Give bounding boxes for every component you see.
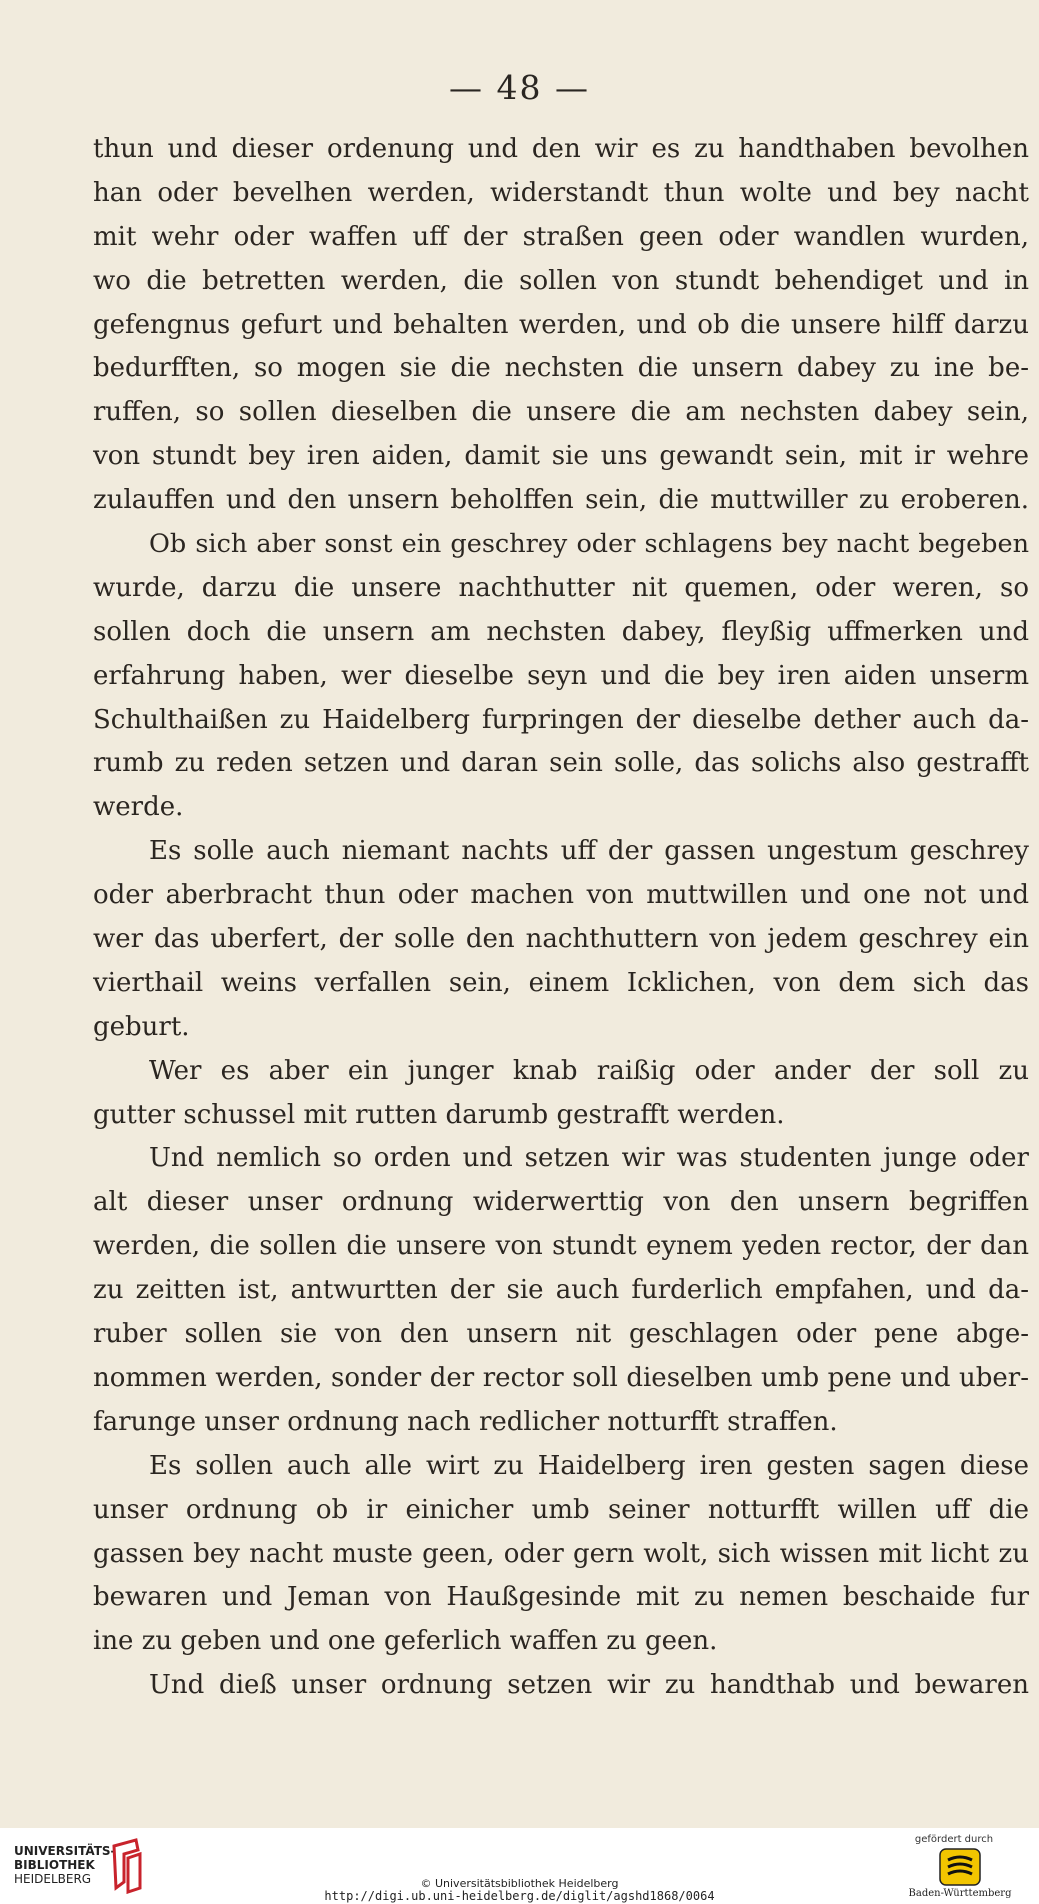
- text-line: Ob sich aber sonst ein geschrey oder schlagens bey nacht begeben: [149, 529, 1029, 560]
- text-line: unser ordnung ob ir einicher umb seiner notturfft willen uff die: [93, 1494, 1029, 1525]
- page-number: — 48 —: [449, 68, 590, 107]
- library-name-line: UNIVERSITÄTS-: [14, 1844, 116, 1858]
- text-line: farunge unser ordnung nach redlicher notturfft straffen.: [93, 1406, 838, 1437]
- text-line: bewaren und Jeman von Haußgesinde mit zu nemen beschaide fur: [93, 1582, 1029, 1613]
- text-line: bedurfften, so mogen sie die nechsten die unsern dabey zu ine be-: [93, 353, 1029, 384]
- text-line: von stundt bey iren aiden, damit sie uns gewandt sein, mit ir wehre: [93, 441, 1029, 472]
- text-line: ruber sollen sie von den unsern nit geschlagen oder pene abge-: [93, 1319, 1029, 1350]
- funder-name: Baden-Württemberg: [908, 1888, 1012, 1899]
- text-line: sollen doch die unsern am nechsten dabey, fleyßig uffmerken und: [93, 616, 1029, 647]
- text-line: Und dieß unser ordnung setzen wir zu handthab und bewaren: [149, 1670, 1029, 1701]
- text-line: Es sollen auch alle wirt zu Haidelberg iren gesten sagen diese: [149, 1450, 1029, 1481]
- text-line: rumb zu reden setzen und daran sein solle, das solichs also gestrafft: [93, 748, 1029, 779]
- source-url-link[interactable]: http://digi.ub.uni-heidelberg.de/diglit/agshd1868/0064: [324, 1889, 715, 1903]
- text-line: vierthail weins verfallen sein, einem Icklichen, von dem sich das: [93, 967, 1029, 998]
- footer-bar: [0, 1828, 1039, 1904]
- text-line: mit wehr oder waffen uff der straßen geen oder wandlen wurden,: [93, 221, 1029, 252]
- funded-by-label: gefördert durch: [914, 1834, 994, 1845]
- page-text: [93, 128, 1029, 1708]
- baden-wuerttemberg-crest-icon[interactable]: [939, 1848, 981, 1886]
- text-line: ruffen, so sollen dieselben die unsere die am nechsten dabey sein,: [93, 397, 1029, 428]
- text-line: zulauffen und den unsern beholffen sein, die muttwiller zu eroberen.: [93, 485, 1029, 516]
- text-line: han oder bevelhen werden, widerstandt thun wolte und bey nacht: [93, 177, 1029, 208]
- library-name-line: HEIDELBERG: [14, 1872, 92, 1886]
- text-line: Wer es aber ein junger knab raißig oder ander der soll zu: [149, 1055, 1029, 1086]
- text-line: erfahrung haben, wer dieselbe seyn und die bey iren aiden unserm: [93, 660, 1029, 691]
- text-line: Und nemlich so orden und setzen wir was studenten junge oder: [149, 1143, 1029, 1174]
- text-line: werden, die sollen die unsere von stundt eynem yeden rector, der dan: [93, 1231, 1029, 1262]
- text-line: Es solle auch niemant nachts uff der gassen ungestum geschrey: [149, 836, 1029, 867]
- text-line: Schulthaißen zu Haidelberg furpringen der dieselbe dether auch da-: [93, 704, 1029, 735]
- text-line: gefengnus gefurt und behalten werden, und ob die unsere hilff darzu: [93, 309, 1029, 340]
- text-line: gutter schussel mit rutten darumb gestrafft werden.: [93, 1099, 785, 1130]
- text-line: wo die betretten werden, die sollen von stundt behendiget und in: [93, 265, 1029, 296]
- library-name-line: BIBLIOTHEK: [14, 1858, 95, 1872]
- text-line: thun und dieser ordenung und den wir es zu handthaben bevolhen: [93, 134, 1029, 164]
- text-line: oder aberbracht thun oder machen von muttwillen und one not und: [93, 880, 1029, 911]
- copyright-notice: © Universitätsbibliothek Heidelberg: [420, 1877, 619, 1890]
- text-line: zu zeitten ist, antwurtten der sie auch furderlich empfahen, und da-: [93, 1275, 1029, 1306]
- text-line: alt dieser unser ordnung widerwerttig von den unsern begriffen: [93, 1187, 1029, 1218]
- text-line: nommen werden, sonder der rector soll dieselben umb pene und uber-: [93, 1362, 1029, 1393]
- text-line: gassen bey nacht muste geen, oder gern wolt, sich wissen mit licht zu: [93, 1538, 1029, 1569]
- text-line: geburt.: [93, 1011, 190, 1042]
- text-line: ine zu geben und one geferlich waffen zu geen.: [93, 1626, 718, 1657]
- text-line: wurde, darzu die unsere nachthutter nit quemen, oder weren, so: [93, 572, 1029, 603]
- text-line: wer das uberfert, der solle den nachthuttern von jedem geschrey ein: [93, 924, 1029, 955]
- text-line: werde.: [93, 792, 184, 823]
